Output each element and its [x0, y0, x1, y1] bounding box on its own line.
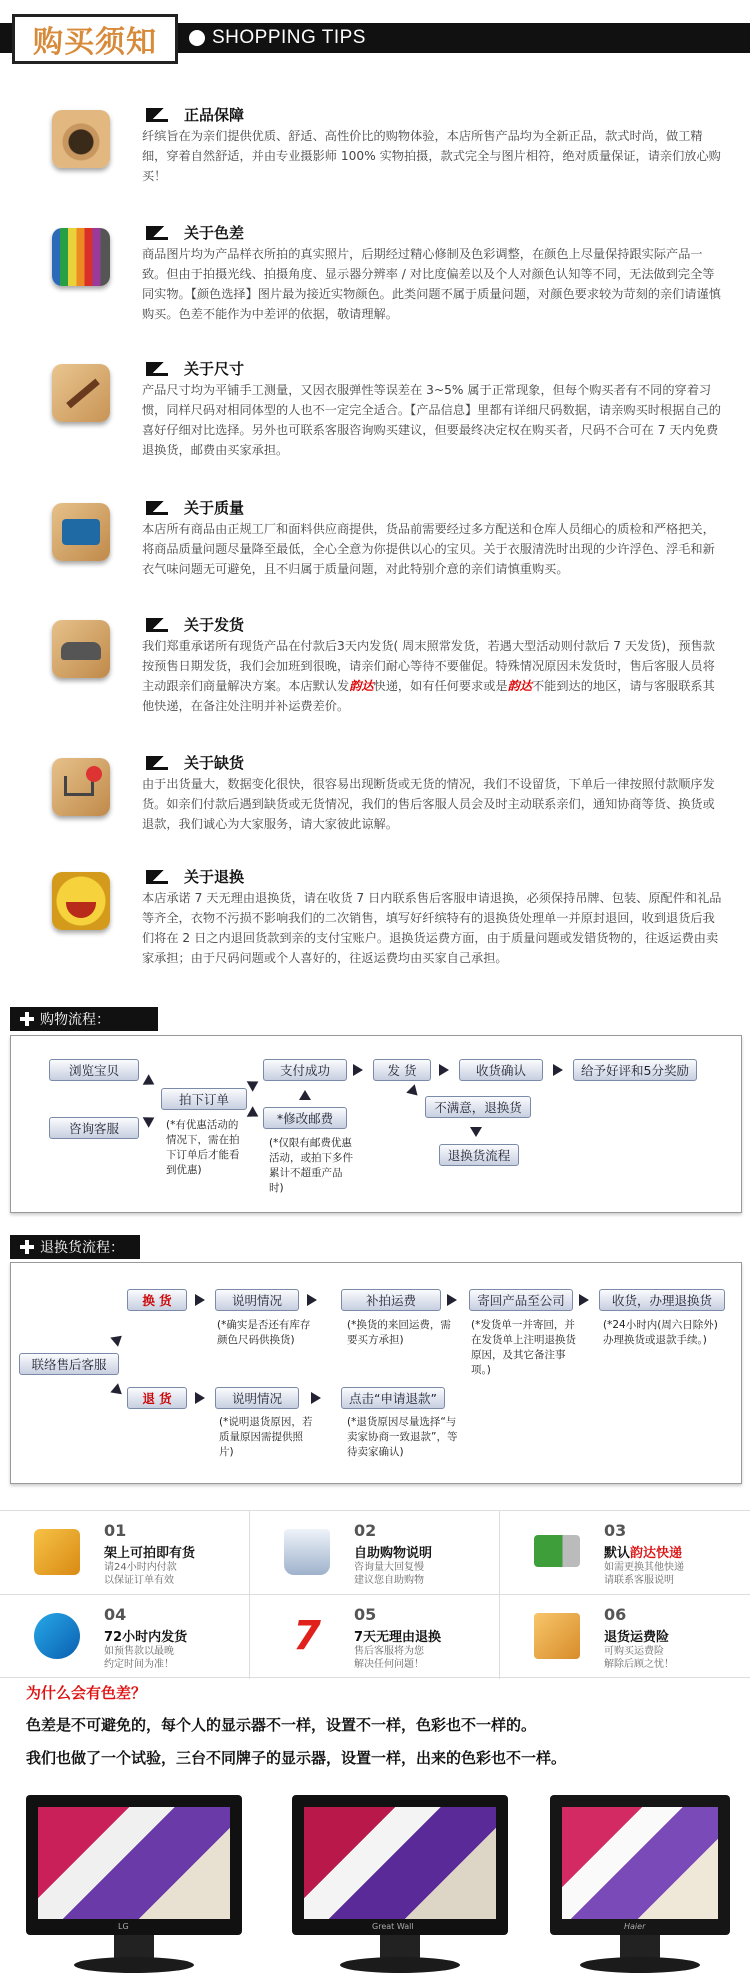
section-title: 关于退换 — [146, 866, 244, 887]
purchase-flow-header: 购物流程： — [10, 1007, 158, 1031]
arrow-icon — [353, 1064, 363, 1076]
send-back-note: (*发货单一并寄回，并在发货单上注明退换货原因，及其它备注事项。) — [471, 1319, 576, 1376]
color-swatch-icon — [52, 228, 110, 286]
arrow-down-icon — [470, 1127, 482, 1137]
apply-refund-step: 点击“申请退款” — [341, 1387, 445, 1409]
lightning-icon — [34, 1613, 80, 1659]
ship-step: 发 货 — [373, 1059, 431, 1081]
section-text: 纤缤旨在为亲们提供优质、舒适、高性价比的购物体验，本店所售产品均为全新正品，款式时尚，做工精细，穿着自然舒适，并由专业摄影师 100% 实物拍摄，款式完全与图片相符，绝对质量保证，请亲们放心购买！ — [142, 129, 721, 183]
section-text: 本店承诺 7 天无理由退换货，请在收货 7 日内联系售后客服申请退换，必须保持吊牌、包装、原配件和礼品等齐全，衣物不污损不影响我们的二次销售，填写好纤缤特有的退换货处理单一并原封退回，收到退货后我们将在 2 日之内退回货款到亲的支付宝账户。退换货运费方面，由于质量问题或发错货物的，往返运费由卖家承担；由于尺码问题或个人喜好的，往返运费均由买家自己承担。 — [142, 891, 722, 965]
section-title: 关于尺寸 — [146, 358, 244, 379]
color-diff-line2: 我们也做了一个试验，三台不同牌子的显示器，设置一样，出来的色彩也不一样。 — [26, 1749, 567, 1767]
arrow-icon — [579, 1294, 589, 1306]
monitor-greatwall — [292, 1795, 508, 1980]
section-title: 关于缺货 — [146, 752, 244, 773]
monitor-brand: LG — [118, 1922, 129, 1931]
purchase-flow-box — [10, 1035, 742, 1213]
arrow-icon — [110, 1383, 125, 1399]
arrow-icon — [247, 1076, 262, 1091]
color-diff-line1: 色差是不可避免的，每个人的显示器不一样，设置不一样，色彩也不一样的。 — [26, 1716, 537, 1734]
return-flow-header: 退换货流程： — [10, 1235, 140, 1259]
return-flow-box — [10, 1262, 742, 1484]
arrow-icon — [311, 1392, 321, 1404]
flag-icon — [146, 226, 168, 240]
return-flow-step: 退换货流程 — [439, 1144, 519, 1166]
feature-7day-return: 7 05 7天无理由退换 售后客服将为您 解决任何问题！ — [250, 1595, 500, 1679]
car-icon — [52, 620, 110, 678]
arrow-icon — [247, 1106, 262, 1121]
apply-refund-note: (*退货原因尽量选择“与卖家协商一致退款”，等待卖家确认) — [347, 1416, 458, 1458]
cart-icon — [52, 758, 110, 816]
monitor-brand: Haier — [624, 1922, 646, 1931]
feature-in-stock: 01 架上可拍即有货 请24小时内付款 以保证订单有效 — [0, 1511, 250, 1595]
process-return-step: 收货，办理退换货 — [599, 1289, 725, 1311]
shop-icon — [34, 1529, 80, 1575]
quality-badge-icon — [52, 503, 110, 561]
arrow-icon — [553, 1064, 563, 1076]
browse-step: 浏览宝贝 — [49, 1059, 139, 1081]
arrow-up-icon — [299, 1090, 311, 1100]
exchange-note: (*确实是否还有库存颜色尺码供换货) — [217, 1319, 311, 1346]
section-title: 关于发货 — [146, 614, 244, 635]
arrow-icon — [195, 1392, 205, 1404]
arrow-icon — [406, 1084, 422, 1100]
refund-step: 退 货 — [127, 1387, 187, 1409]
review-step: 给予好评和5分奖励 — [573, 1059, 697, 1081]
order-note: (*有优惠活动的情况下，需在拍下订单后才能看到优惠) — [166, 1119, 240, 1176]
color-diff-question: 为什么会有色差？ — [26, 1684, 147, 1702]
exchange-step: 换 货 — [127, 1289, 187, 1311]
arrow-icon — [307, 1294, 317, 1306]
arrow-icon — [143, 1074, 158, 1089]
section-text: 由于出货量大，数据变化很快，很容易出现断货或无货的情况，我们不设留货，下单后一律按照付款顺序发货。如亲们付款后遇到缺货或无货情况，我们的售后客服人员会及时主动联系亲们，通知协商等货、换货或退款，我们诚心为大家服务，请大家彼此谅解。 — [142, 777, 715, 831]
arrow-icon — [143, 1112, 158, 1127]
flag-icon — [146, 870, 168, 884]
process-return-note: (*24小时内(周六日除外)办理换货或退款手续。) — [603, 1319, 718, 1346]
monitor-haier — [550, 1795, 730, 1980]
feature-default-courier: 03 默认韵达快递 如需更换其他快递 请联系客服说明 — [500, 1511, 750, 1595]
shopping-bag-icon — [284, 1529, 330, 1575]
feature-72h-ship: 04 72小时内发货 如预售款以最晚 约定时间为准！ — [0, 1595, 250, 1679]
arrow-icon — [439, 1064, 449, 1076]
feature-shipping-insurance: 06 退货运费险 可购买运费险 解除后顾之忧！ — [500, 1595, 750, 1679]
truck-icon — [534, 1535, 580, 1567]
page-header — [0, 14, 750, 66]
flag-icon — [146, 501, 168, 515]
flag-icon — [146, 362, 168, 376]
cross-icon — [20, 1012, 34, 1026]
arrow-icon — [447, 1294, 457, 1306]
monitor-lg — [26, 1795, 242, 1980]
arrow-icon — [110, 1331, 125, 1347]
confirm-receipt-step: 收货确认 — [459, 1059, 543, 1081]
gift-box-icon — [534, 1613, 580, 1659]
camera-icon — [52, 110, 110, 168]
flag-icon — [146, 756, 168, 770]
smiley-icon — [52, 872, 110, 930]
section-title: 关于质量 — [146, 497, 244, 518]
edit-postage-step: *修改邮费 — [263, 1107, 347, 1129]
postage-note: (*仅限有邮费优惠活动，或拍下多件累计不超重产品时) — [269, 1137, 353, 1194]
section-text: 商品图片均为产品样衣所拍的真实照片，后期经过精心修制及色彩调整，在颜色上尽量保持跟实际产品一致。但由于拍摄光线、拍摄角度、显示器分辨率 / 对比度偏差以及个人对颜色认知等不同，无法做到完全等同实物。【颜色选择】图片最为接近实物颜色。此类问题不属于质量问题，对颜色要求较为苛刻的亲们请谨慎购买。色差不能作为中差评的依据，敬请理解。 — [142, 247, 721, 321]
header-logo-text: 购买须知 — [33, 25, 157, 60]
unhappy-step: 不满意，退换货 — [425, 1096, 531, 1118]
header-title: SHOPPING TIPS — [212, 27, 366, 48]
section-title: 关于色差 — [146, 222, 244, 243]
explain-exchange-step: 说明情况 — [215, 1289, 299, 1311]
feature-self-service: 02 自助购物说明 咨询量大回复慢 建议您自助购物 — [250, 1511, 500, 1595]
explain-refund-step: 说明情况 — [215, 1387, 299, 1409]
pay-postage-step: 补拍运费 — [341, 1289, 441, 1311]
pay-success-step: 支付成功 — [263, 1059, 347, 1081]
consult-step: 咨询客服 — [49, 1117, 139, 1139]
flag-icon — [146, 108, 168, 122]
seven-icon: 7 — [293, 1613, 321, 1659]
arrow-icon — [195, 1294, 205, 1306]
pencil-icon — [52, 364, 110, 422]
section-text: 本店所有商品由正规工厂和面料供应商提供，货品前需要经过多方配送和仓库人员细心的质检和严格把关，将商品质量问题尽量降至最低，全心全意为你提供以心的宝贝。关于衣服清洗时出现的少许浮色、浮毛和新衣气味问题无可避免，且不归属于质量问题，对此特别介意的亲们请慎重购买。 — [142, 522, 715, 576]
header-logo — [12, 14, 178, 64]
flag-icon — [146, 618, 168, 632]
contact-aftersales-step: 联络售后客服 — [19, 1353, 119, 1375]
monitor-brand: Great Wall — [372, 1922, 414, 1931]
features-grid — [0, 1510, 750, 1678]
order-step: 拍下订单 — [161, 1088, 247, 1110]
bullet-icon — [189, 30, 205, 46]
section-text: 我们郑重承诺所有现货产品在付款后3天内发货( 周末照常发货，若遇大型活动则付款后 7 天发货)，预售款按预售日期发货，我们会加班到很晚，请亲们耐心等待不要催促。特殊情况原因未发货时，售后客服人员将主动跟亲们商量解决方案。本店默认发韵达快递，如有任何要求或是韵达不能到达的地区，请与客服联系其他快递，在备注处注明并补运费差价。 — [142, 639, 715, 713]
send-back-step: 寄回产品至公司 — [469, 1289, 573, 1311]
refund-note: (*说明退货原因，若质量原因需提供照片) — [219, 1416, 313, 1458]
section-title: 正品保障 — [146, 104, 244, 125]
postage-return-note: (*换货的来回运费，需要买方承担) — [347, 1319, 451, 1346]
section-text: 产品尺寸均为平铺手工测量，又因衣服弹性等误差在 3~5% 属于正常现象，但每个购买者有不同的穿着习惯，同样尺码对相同体型的人也不一定完全适合。【产品信息】里都有详细尺码数据，请亲购买时根据自己的喜好仔细对比选择。另外也可联系客服咨询购买建议，但要最终决定权在购买者，尺码不合可在 7 天内免费退换货，邮费由买家承担。 — [142, 383, 721, 457]
cross-icon — [20, 1240, 34, 1254]
